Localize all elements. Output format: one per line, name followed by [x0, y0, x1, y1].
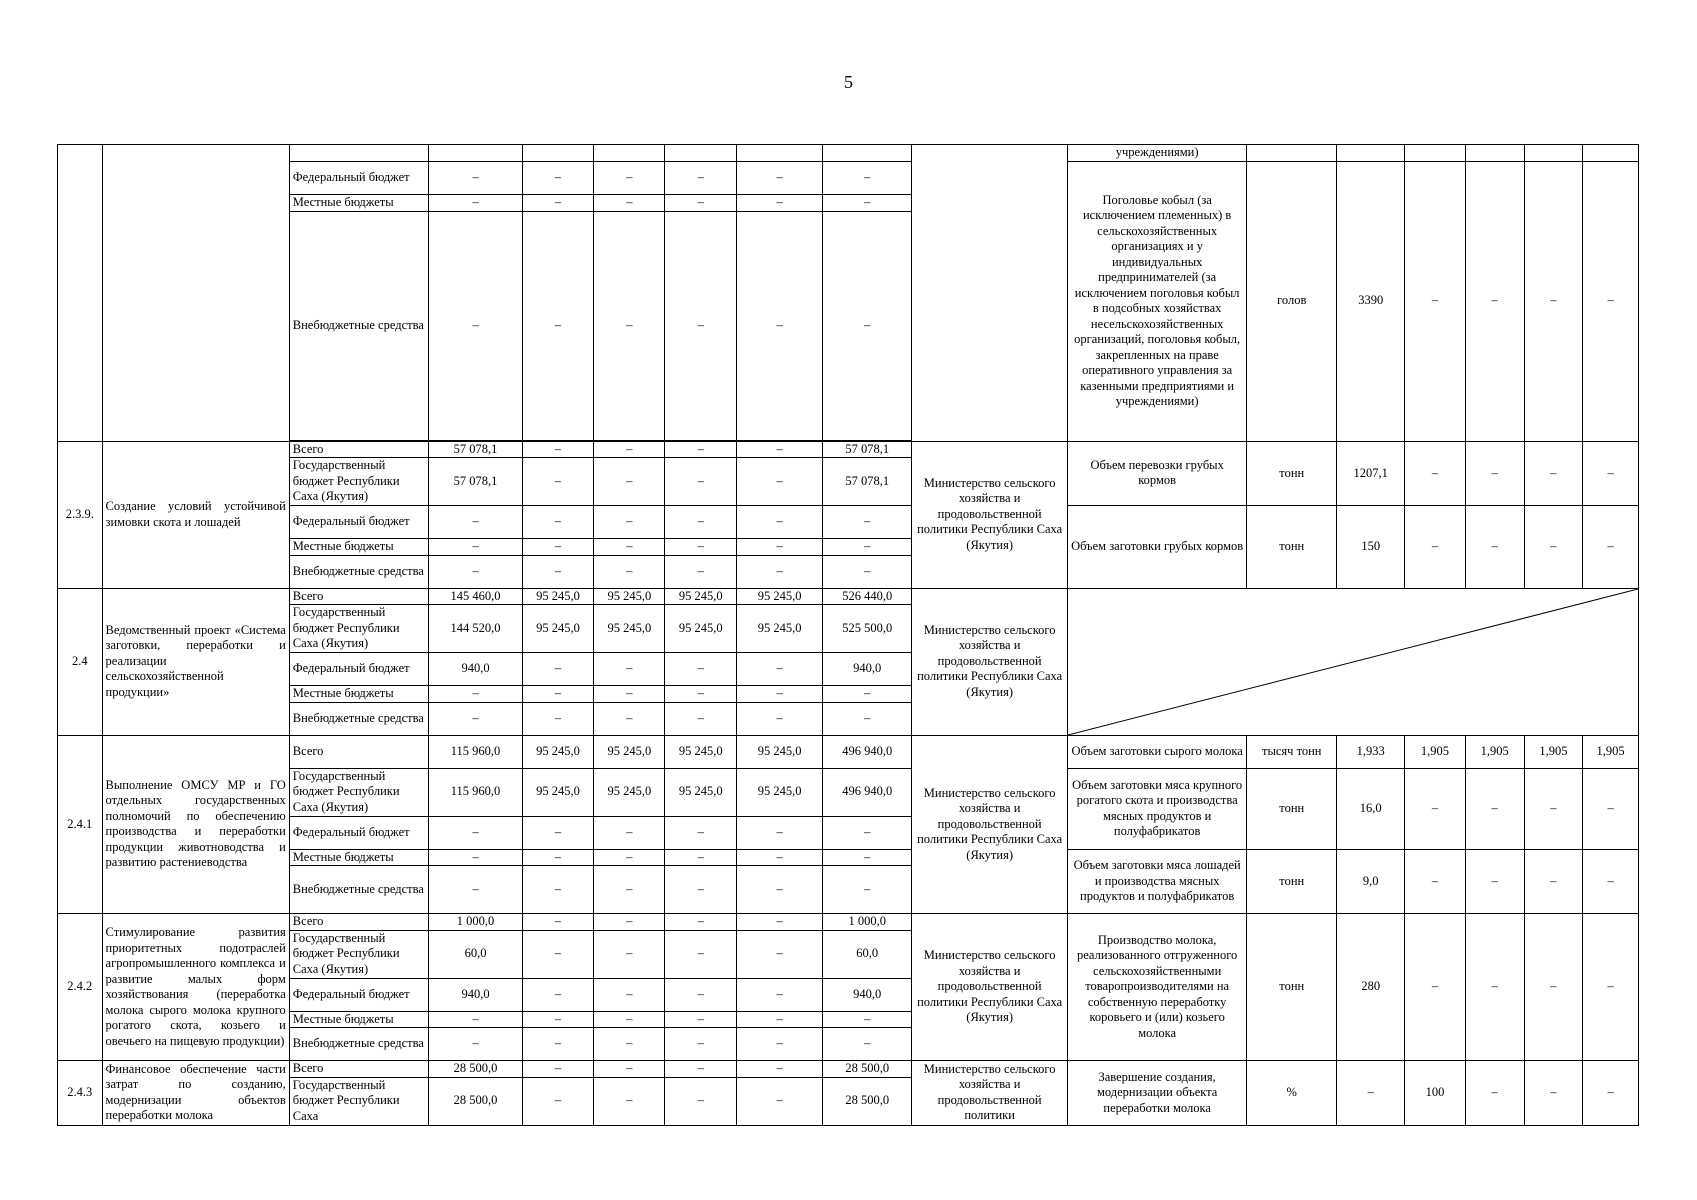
page-number: 5	[844, 72, 853, 92]
table-row: Внебюджетные средства – – – – – –	[58, 866, 1639, 914]
table-row: Внебюджетные средства – – – – – –	[58, 702, 1639, 735]
indicator-name: Объем заготовки мяса лошадей и производства мясных продуктов и полуфабрикатов	[1068, 849, 1247, 914]
indicator-name: Объем перевозки грубых кормов	[1068, 441, 1247, 506]
table-row: Внебюджетные средства – – – – – –	[58, 1028, 1639, 1061]
table-row: 2.4 Ведомственный проект «Система заготовки, переработки и реализации сельскохозяйственной продукции» Всего 145 460,0 95 245,0 95 245,0 95 245,0 95 245,0 526 440,0 Министерство сельского хозяйства и продовольственной политики Республики Саха (Якутия)	[58, 588, 1639, 605]
table-row: 2.4.1 Выполнение ОМСУ МР и ГО отдельных государственных полномочий по обеспечению производства и переработки продукции животноводства и развитию растениеводства Всего 115 960,0 95 245,0 95 245,0 95 245,0 95 245,0 496 940,0 Министерство сельского хозяйства и продовольственной политики Республики Саха (Якутия) Объем заготовки сырого молока тысяч тонн 1,933 1,905 1,905 1,905 1,905	[58, 735, 1639, 768]
item-number: 2.4.2	[58, 914, 103, 1061]
table-row: Федеральный бюджет – – – – – –	[58, 816, 1639, 849]
table-row: 2.4.3 Финансовое обеспечение части затрат по созданию, модернизации объектов переработки молока Всего 28 500,0 – – – – 28 500,0 Министерство сельского хозяйства и продовольственной политики Завершение создания, модернизации объекта переработки молока % – 100 – – –	[58, 1061, 1639, 1078]
funding-source: Местные бюджеты	[289, 194, 429, 211]
indicator-name: Завершение создания, модернизации объекта переработки молока	[1068, 1061, 1247, 1126]
table-row: Местные бюджеты – – – – – –	[58, 194, 1639, 211]
funding-source: Внебюджетные средства	[289, 211, 429, 440]
program-table	[57, 144, 1639, 1126]
table-row: Государственный бюджет Республики Саха (Якутия) 60,0 – – – – 60,0	[58, 930, 1639, 978]
indicator-unit: тонн	[1247, 441, 1337, 506]
table-row: 2.3.9. Создание условий устойчивой зимовки скота и лошадей Всего 57 078,1 – – – – 57 078,1 Министерство сельского хозяйства и продовольственной политики Республики Саха (Якутия) Объем перевозки грубых кормов тонн 1207,1 – – – –	[58, 441, 1639, 458]
indicator-name: Производство молока, реализованного отгруженного сельскохозяйственными товаропроизводителями на собственную переработку коровьего и (или) козьего молока	[1068, 914, 1247, 1061]
table-row: Внебюджетные средства – – – – – –	[58, 211, 1639, 440]
responsible: Министерство сельского хозяйства и продовольственной политики Республики Саха (Якутия)	[912, 914, 1068, 1061]
item-name: Стимулирование развития приоритетных подотраслей агропромышленного комплекса и развитие малых форм хозяйствования (переработка молока сырого молока крупного рогатого скота, козьего и овечьего на пищевую продукции)	[102, 914, 289, 1061]
item-number: 2.4.3	[58, 1061, 103, 1126]
responsible: Министерство сельского хозяйства и продовольственной политики Республики Саха (Якутия)	[912, 441, 1068, 588]
table-row: Федеральный бюджет 940,0 – – – – 940,0	[58, 653, 1639, 686]
indicator-name: Поголовье кобыл (за исключением племенных) в сельскохозяйственных организациях и у индивидуальных предпринимателей (за исключением поголовья кобыл в подсобных хозяйствах несельскохозяйственных организаций, поголовья кобыл, закрепленных на праве оперативного управления за казенными предприятиями и учреждениями)	[1068, 161, 1247, 441]
table-row: Федеральный бюджет 940,0 – – – – 940,0	[58, 978, 1639, 1011]
item-name: Выполнение ОМСУ МР и ГО отдельных государственных полномочий по обеспечению производства и переработки продукции животноводства и развитию растениеводства	[102, 735, 289, 914]
table-row: Внебюджетные средства – – – – – –	[58, 555, 1639, 588]
table-row: Местные бюджеты – – – – – – Объем заготовки мяса лошадей и производства мясных продуктов и полуфабрикатов тонн 9,0 – – – –	[58, 849, 1639, 866]
table-row: 2.4.2 Стимулирование развития приоритетных подотраслей агропромышленного комплекса и развитие малых форм хозяйствования (переработка молока сырого молока крупного рогатого скота, козьего и овечьего на пищевую продукции) Всего 1 000,0 – – – – 1 000,0 Министерство сельского хозяйства и продовольственной политики Республики Саха (Якутия) Производство молока, реализованного отгруженного сельскохозяйственными товаропроизводителями на собственную переработку коровьего и (или) козьего молока тонн 280 – – – –	[58, 914, 1639, 931]
responsible: Министерство сельского хозяйства и продовольственной политики Республики Саха (Якутия)	[912, 735, 1068, 914]
item-number: 2.3.9.	[58, 441, 103, 588]
item-name: Ведомственный проект «Система заготовки, переработки и реализации сельскохозяйственной продукции»	[102, 588, 289, 735]
item-name: Создание условий устойчивой зимовки скота и лошадей	[102, 441, 289, 588]
indicator-unit: %	[1247, 1061, 1337, 1126]
item-number: 2.4.1	[58, 735, 103, 914]
continuation-row-head	[58, 145, 1639, 162]
indicator-unit: тонн	[1247, 849, 1337, 914]
indicator-unit: тонн	[1247, 914, 1337, 1061]
indicator-name: учреждениями)	[1068, 145, 1247, 162]
responsible: Министерство сельского хозяйства и продовольственной политики Республики Саха (Якутия)	[912, 588, 1068, 735]
diagonal-line	[1068, 589, 1638, 735]
indicator-name: Объем заготовки сырого молока	[1068, 735, 1247, 768]
indicator-value: 3390	[1337, 161, 1405, 441]
indicator-unit: тонн	[1247, 506, 1337, 589]
table-row: Государственный бюджет Республики Саха (Якутия) 115 960,0 95 245,0 95 245,0 95 245,0 95 245,0 496 940,0 Объем заготовки мяса крупного рогатого скота и производства мясных продуктов и полуфабрикатов тонн 16,0 – – – –	[58, 768, 1639, 816]
table-row: Местные бюджеты – – – – – –	[58, 539, 1639, 556]
table-row: Местные бюджеты – – – – – –	[58, 1011, 1639, 1028]
diagonal-strike-cell	[1068, 588, 1639, 735]
funding-source: Федеральный бюджет	[289, 161, 429, 194]
indicator-unit: тысяч тонн	[1247, 735, 1337, 768]
table-row: Государственный бюджет Республики Саха (Якутия) 144 520,0 95 245,0 95 245,0 95 245,0 95 245,0 525 500,0	[58, 605, 1639, 653]
indicator-unit: голов	[1247, 161, 1337, 441]
item-name: Финансовое обеспечение части затрат по созданию, модернизации объектов переработки молока	[102, 1061, 289, 1126]
indicator-unit: тонн	[1247, 768, 1337, 849]
table-row: Местные бюджеты – – – – – –	[58, 686, 1639, 703]
indicator-name: Объем заготовки мяса крупного рогатого скота и производства мясных продуктов и полуфабрикатов	[1068, 768, 1247, 849]
item-number: 2.4	[58, 588, 103, 735]
table-row: Федеральный бюджет – – – – – – Поголовье кобыл (за исключением племенных) в сельскохозяйственных организациях и у индивидуальных предпринимателей (за исключением поголовья кобыл в подсобных хозяйствах несельскохозяйственных организаций, поголовья кобыл, закрепленных на праве оперативного управления за казенными предприятиями и учреждениями) голов 3390 – – – –	[58, 161, 1639, 194]
table-row: Государственный бюджет Республики Саха 28 500,0 – – – – 28 500,0	[58, 1077, 1639, 1125]
table-row: Федеральный бюджет – – – – – – Объем заготовки грубых кормов тонн 150 – – – –	[58, 506, 1639, 539]
table-row: Государственный бюджет Республики Саха (Якутия) 57 078,1 – – – – 57 078,1	[58, 458, 1639, 506]
indicator-name: Объем заготовки грубых кормов	[1068, 506, 1247, 589]
responsible: Министерство сельского хозяйства и продовольственной политики	[912, 1061, 1068, 1126]
